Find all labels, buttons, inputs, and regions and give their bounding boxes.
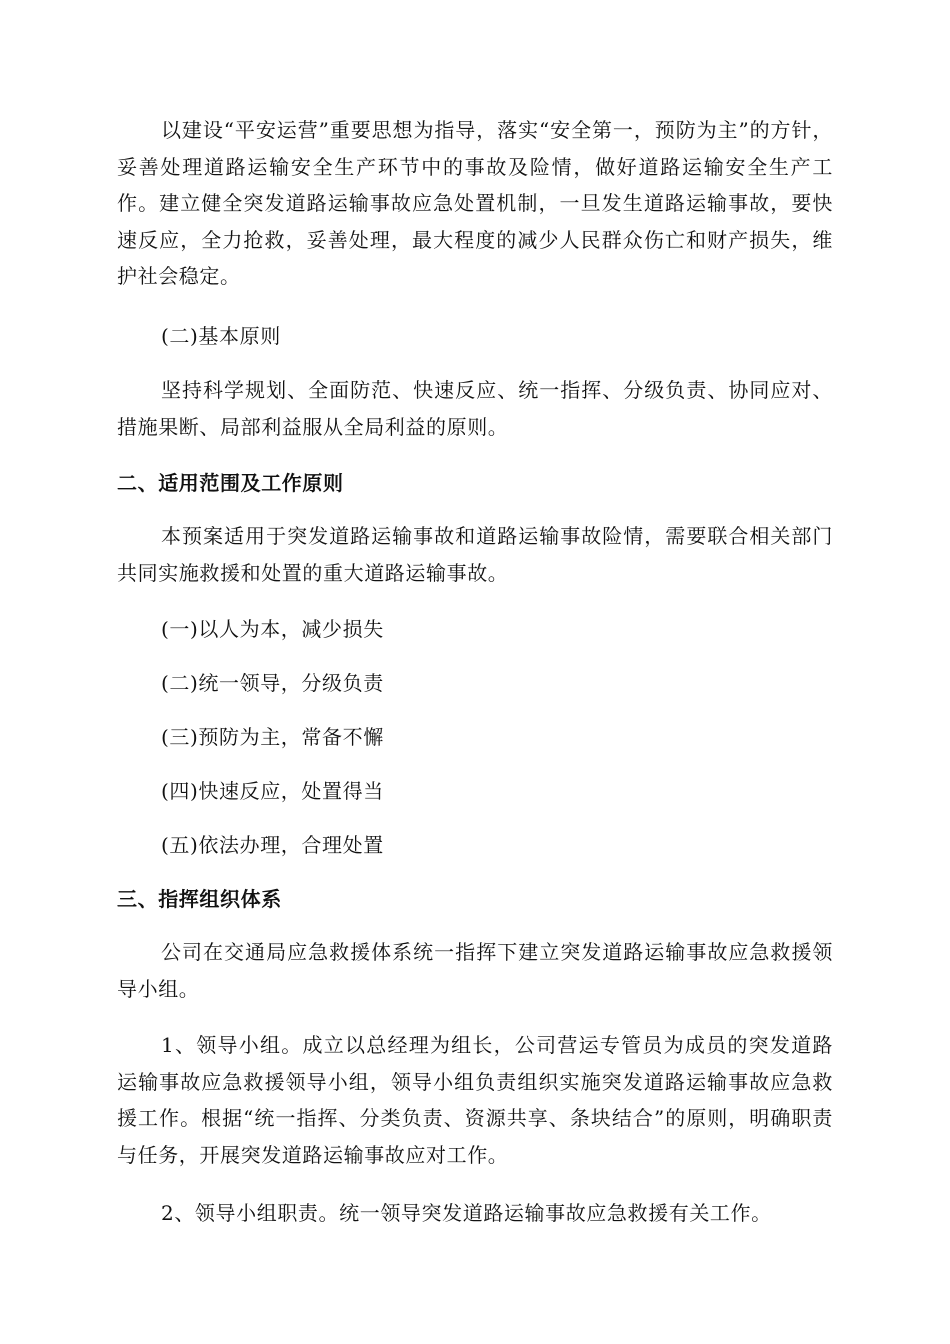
leading-group-duty-paragraph: 2、领导小组职责。统一领导突发道路运输事故应急救援有关工作。 [161, 1201, 772, 1225]
basic-principle-paragraph: 坚持科学规划、全面防范、快速反应、统一指挥、分级负责、协同应对、措施果断、局部利益服从全局利益的原则。 [117, 378, 833, 439]
principle-item-2: (二)统一领导，分级负责 [161, 671, 384, 695]
section-two-heading: 二、适用范围及工作原则 [117, 471, 344, 495]
leading-group-paragraph: 1、领导小组。成立以总经理为组长，公司营运专管员为成员的突发道路运输事故应急救援领导小组，领导小组负责组织实施突发道路运输事故应急救援工作。根据“统一指挥、分类负责、资源共享、条块结合”的原则，明确职责与任务，开展突发道路运输事故应对工作。 [117, 1033, 833, 1167]
principle-item-1: (一)以人为本，减少损失 [161, 617, 384, 641]
principle-item-5: (五)依法办理，合理处置 [161, 833, 384, 857]
section-three-heading: 三、指挥组织体系 [117, 887, 282, 911]
guiding-principle-paragraph: 以建设“平安运营”重要思想为指导，落实“安全第一，预防为主”的方针，妥善处理道路运输安全生产环节中的事故及险情，做好道路运输安全生产工作。建立健全突发道路运输事故应急处置机制，一旦发生道路运输事故，要快速反应，全力抢救，妥善处理，最大程度的减少人民群众伤亡和财产损失，维护社会稳定。 [117, 118, 833, 288]
principle-item-3: (三)预防为主，常备不懈 [161, 725, 384, 749]
scope-paragraph: 本预案适用于突发道路运输事故和道路运输事故险情，需要联合相关部门共同实施救援和处置的重大道路运输事故。 [117, 524, 833, 585]
command-system-paragraph: 公司在交通局应急救援体系统一指挥下建立突发道路运输事故应急救援领导小组。 [117, 940, 833, 1001]
basic-principle-title: (二)基本原则 [161, 324, 281, 348]
principle-item-4: (四)快速反应，处置得当 [161, 779, 384, 803]
